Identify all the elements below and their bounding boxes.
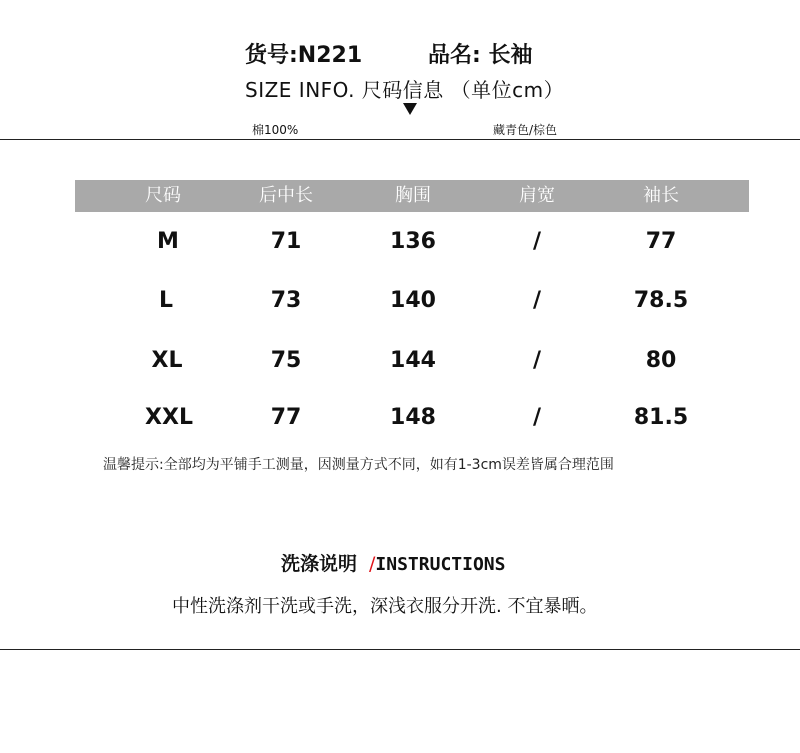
col-header-size: 尺码 bbox=[145, 185, 181, 206]
material-text: 棉100% bbox=[252, 123, 299, 137]
wash-title-cn: 洗涤说明 bbox=[281, 553, 358, 575]
cell-sleeve: 81.5 bbox=[633, 405, 689, 430]
cell-sleeve: 78.5 bbox=[633, 288, 689, 313]
wash-instructions-text: 中性洗涤剂干洗或手洗，深浅衣服分开洗. 不宜暴晒。 bbox=[172, 596, 598, 617]
cell-sleeve: 77 bbox=[645, 229, 677, 254]
size-info-title: SIZE INFO. 尺码信息 （单位cm） bbox=[245, 78, 565, 102]
cell-back-length: 71 bbox=[270, 229, 302, 254]
col-header-shoulder: 肩宽 bbox=[519, 185, 555, 206]
col-header-sleeve: 袖长 bbox=[643, 185, 679, 206]
cell-shoulder: / bbox=[532, 405, 542, 430]
cell-back-length: 73 bbox=[270, 288, 302, 313]
triangle-down-icon bbox=[403, 103, 417, 115]
cell-chest: 140 bbox=[390, 288, 436, 313]
cell-sleeve: 80 bbox=[645, 348, 677, 373]
cell-shoulder: / bbox=[532, 229, 542, 254]
cell-back-length: 77 bbox=[270, 405, 302, 430]
cell-chest: 144 bbox=[390, 348, 436, 373]
table-header bbox=[75, 180, 749, 212]
cell-chest: 148 bbox=[390, 405, 436, 430]
colors-text: 藏青色/棕色 bbox=[493, 123, 558, 137]
cell-shoulder: / bbox=[532, 288, 542, 313]
wash-title-slash: / bbox=[369, 553, 376, 575]
cell-size: XL bbox=[151, 348, 183, 373]
wash-title-en: INSTRUCTIONS bbox=[375, 554, 506, 575]
wash-title bbox=[281, 549, 505, 576]
table-row bbox=[75, 398, 749, 438]
col-header-chest: 胸围 bbox=[395, 185, 431, 206]
table-row bbox=[75, 341, 749, 381]
col-header-back-length: 后中长 bbox=[259, 185, 313, 206]
cell-back-length: 75 bbox=[270, 348, 302, 373]
table-row bbox=[75, 222, 749, 262]
divider-top bbox=[0, 139, 800, 140]
cell-size: XXL bbox=[145, 405, 193, 430]
table-row bbox=[75, 281, 749, 321]
cell-shoulder: / bbox=[532, 348, 542, 373]
item-number: 货号:N221 bbox=[245, 43, 363, 68]
divider-bottom bbox=[0, 649, 800, 650]
product-name: 品名: 长袖 bbox=[428, 43, 533, 68]
measurement-tip: 温馨提示:全部均为平铺手工测量，因测量方式不同，如有1-3cm误差皆属合理范围 bbox=[103, 457, 614, 473]
cell-chest: 136 bbox=[390, 229, 436, 254]
cell-size: M bbox=[157, 229, 179, 254]
cell-size: L bbox=[158, 288, 174, 313]
